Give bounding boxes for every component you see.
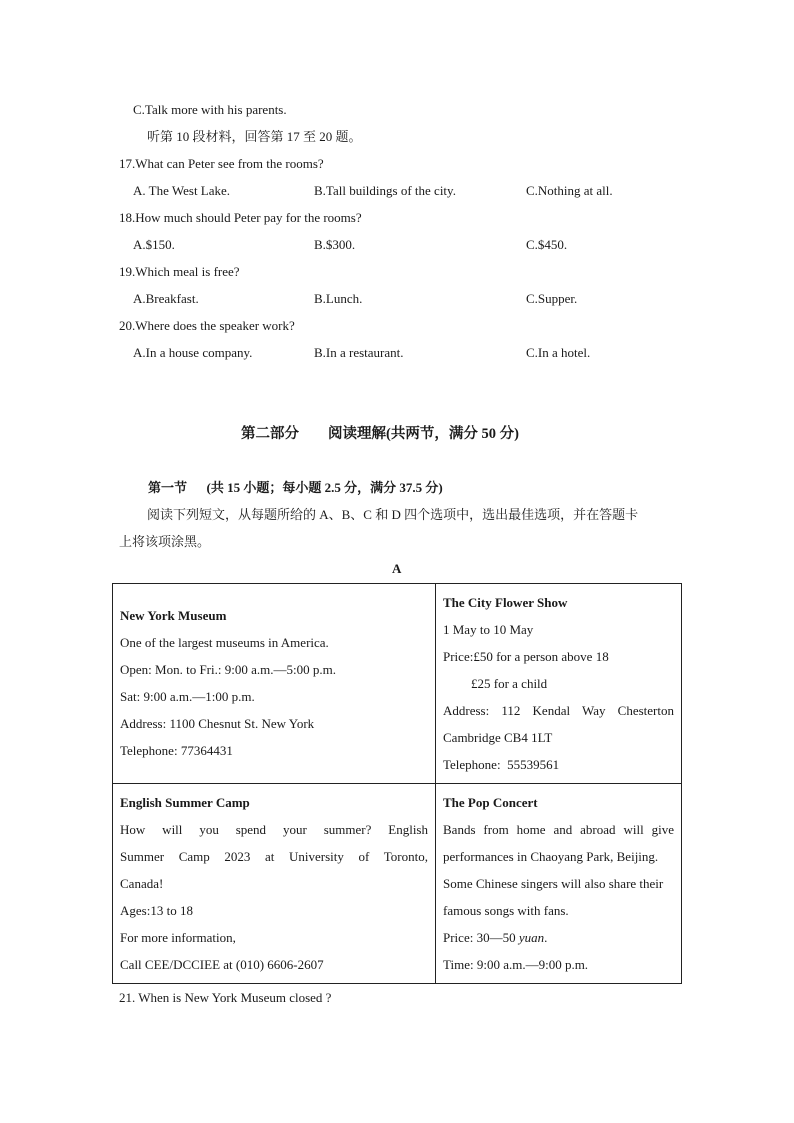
flower-show-title: The City Flower Show (443, 595, 568, 610)
passage-label: A (392, 561, 402, 576)
pop-concert-price-unit: yuan (518, 930, 545, 945)
ads-table (112, 583, 682, 984)
option-18c: C.$450. (526, 237, 568, 252)
question-17: 17.What can Peter see from the rooms? (119, 156, 324, 171)
option-17b: B.Tall buildings of the city. (314, 183, 456, 198)
museum-title: New York Museum (120, 608, 227, 623)
section1-heading: 第一节 (共 15 小题；每小题 2.5 分，满分 37.5 分) (148, 480, 443, 495)
option-19c: C.Supper. (526, 291, 578, 306)
directions-line2: 上将该项涂黑。 (119, 534, 211, 549)
pop-concert-time: Time: 9:00 a.m.—9:00 p.m. (443, 957, 589, 972)
flower-show-address-2: Cambridge CB4 1LT (443, 730, 553, 745)
option-18a: A.$150. (133, 237, 175, 252)
flower-show-price-adult: Price:£50 for a person above 18 (443, 649, 609, 664)
flower-show-price-child: £25 for a child (471, 676, 548, 691)
option-20c: C.In a hotel. (526, 345, 591, 360)
pop-concert-price (443, 924, 674, 951)
option-18b: B.$300. (314, 237, 356, 252)
museum-line: Open: Mon. to Fri.: 9:00 a.m.—5:00 p.m. (120, 662, 336, 677)
pop-concert-price-suffix: . (544, 930, 548, 945)
summer-camp-ages: Ages:13 to 18 (120, 903, 193, 918)
pop-concert-text: Bands from home and abroad will give (443, 822, 674, 837)
pop-concert-cell (436, 784, 682, 984)
question-18: 18.How much should Peter pay for the rooms? (119, 210, 362, 225)
museum-line: One of the largest museums in America. (120, 635, 329, 650)
flower-show-telephone: Telephone: 55539561 (443, 757, 560, 772)
pop-concert-text: famous songs with fans. (443, 903, 569, 918)
summer-camp-text: Canada! (120, 876, 164, 891)
option-17a: A. The West Lake. (133, 183, 231, 198)
pop-concert-text: performances in Chaoyang Park, Beijing. (443, 849, 659, 864)
summer-camp-cell (113, 784, 436, 984)
flower-show-cell (436, 584, 682, 784)
directions-line1: 阅读下列短文，从每题所给的 A、B、C 和 D 四个选项中，选出最佳选项，并在答题卡 (147, 507, 639, 522)
museum-line: Address: 1100 Chesnut St. New York (120, 716, 315, 731)
listening-instruction: 听第 10 段材料，回答第 17 至 20 题。 (147, 129, 362, 144)
pop-concert-price-prefix: Price: 30—50 (443, 930, 519, 945)
summer-camp-title: English Summer Camp (120, 795, 250, 810)
option-16c: C.Talk more with his parents. (133, 102, 287, 117)
question-20: 20.Where does the speaker work? (119, 318, 295, 333)
summer-camp-text: Summer Camp 2023 at University of Toronto, (120, 849, 428, 864)
pop-concert-title: The Pop Concert (443, 795, 538, 810)
question-19: 19.Which meal is free? (119, 264, 240, 279)
summer-camp-text: How will you spend your summer? English (120, 822, 428, 837)
option-20a: A.In a house company. (133, 345, 253, 360)
summer-camp-call: Call CEE/DCCIEE at (010) 6606-2607 (120, 957, 324, 972)
option-19b: B.Lunch. (314, 291, 363, 306)
option-19a: A.Breakfast. (133, 291, 199, 306)
museum-line: Telephone: 77364431 (120, 743, 233, 758)
pop-concert-text: Some Chinese singers will also share their (443, 876, 664, 891)
summer-camp-info: For more information, (120, 930, 236, 945)
question-21: 21. When is New York Museum closed ? (119, 990, 332, 1005)
flower-show-date: 1 May to 10 May (443, 622, 534, 637)
part2-title: 第二部分 阅读理解(共两节，满分 50 分) (241, 426, 519, 442)
museum-cell (113, 584, 436, 784)
option-17c: C.Nothing at all. (526, 183, 613, 198)
museum-line: Sat: 9:00 a.m.—1:00 p.m. (120, 689, 255, 704)
option-20b: B.In a restaurant. (314, 345, 404, 360)
flower-show-address: Address: 112 Kendal Way Chesterton (443, 703, 674, 718)
